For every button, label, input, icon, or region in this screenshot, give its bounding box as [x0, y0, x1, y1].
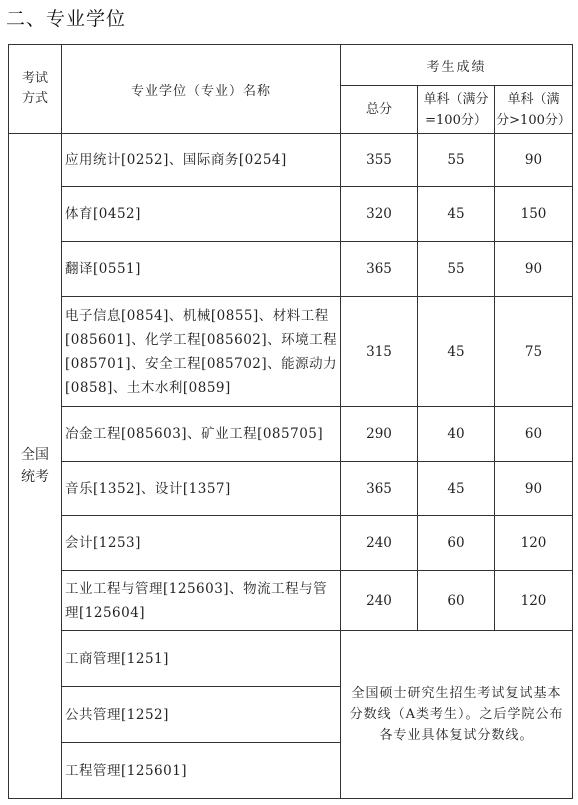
- major-name: 冶金工程[085603]、矿业工程[085705]: [62, 407, 341, 462]
- table-row: [9, 462, 573, 516]
- table-row: [9, 297, 573, 407]
- score-total: 240: [341, 571, 418, 631]
- score-single-100: 55: [418, 134, 495, 187]
- header-single-100: 单科（满分 =100分）: [418, 86, 495, 134]
- score-single-over-100: 90: [495, 242, 573, 297]
- header-exam-method: [9, 45, 62, 134]
- section-title: 二、专业学位: [6, 8, 127, 30]
- table-row: [9, 187, 573, 242]
- table-row: [9, 571, 573, 631]
- header-exam-method-line1: 考试: [21, 71, 48, 86]
- major-name: 翻译[0551]: [62, 242, 341, 297]
- score-single-100: 45: [418, 187, 495, 242]
- header-single-over-100: 单科（满 分>100分）: [495, 86, 573, 134]
- score-single-over-100: 120: [495, 571, 573, 631]
- major-name: 工业工程与管理[125603]、物流工程与管理[125604]: [62, 571, 341, 631]
- table-row: [9, 631, 573, 687]
- header-total: 总分: [341, 86, 418, 134]
- table-row: [9, 242, 573, 297]
- note-cell: 全国硕士研究生招生考试复试基本分数线（A类考生）。之后学院公布各专业具体复试分数线。: [341, 631, 573, 799]
- score-total: 355: [341, 134, 418, 187]
- score-single-100: 45: [418, 297, 495, 407]
- score-total: 365: [341, 242, 418, 297]
- major-name: 工程管理[125601]: [62, 743, 341, 799]
- score-single-100: 60: [418, 571, 495, 631]
- score-single-100: 45: [418, 462, 495, 516]
- header-exam-method-line2: 方式: [21, 91, 48, 106]
- table-row: [9, 134, 573, 187]
- score-single-over-100: 90: [495, 134, 573, 187]
- header-major-name: 专业学位（专业）名称: [62, 45, 341, 134]
- score-single-over-100: 120: [495, 516, 573, 571]
- score-total: 320: [341, 187, 418, 242]
- table-row: [9, 516, 573, 571]
- score-table: [8, 44, 573, 799]
- major-name: 工商管理[1251]: [62, 631, 341, 687]
- major-name: 体育[0452]: [62, 187, 341, 242]
- major-name: 电子信息[0854]、机械[0855]、材料工程[085601]、化学工程[085602]、环境工程[085701]、安全工程[085702]、能源动力[0858]、土木水利[0859]: [62, 297, 341, 407]
- major-name: 应用统计[0252]、国际商务[0254]: [62, 134, 341, 187]
- major-name: 音乐[1352]、设计[1357]: [62, 462, 341, 516]
- score-total: 290: [341, 407, 418, 462]
- major-name: 公共管理[1252]: [62, 687, 341, 743]
- score-total: 365: [341, 462, 418, 516]
- score-total: 240: [341, 516, 418, 571]
- score-total: 315: [341, 297, 418, 407]
- score-single-over-100: 150: [495, 187, 573, 242]
- table-row: [9, 407, 573, 462]
- major-name: 会计[1253]: [62, 516, 341, 571]
- score-single-100: 60: [418, 516, 495, 571]
- score-single-over-100: 75: [495, 297, 573, 407]
- score-single-over-100: 90: [495, 462, 573, 516]
- category-cell: 全国 统考: [9, 134, 62, 799]
- score-single-100: 40: [418, 407, 495, 462]
- header-score-group: 考生成绩: [341, 45, 573, 86]
- score-single-over-100: 60: [495, 407, 573, 462]
- score-single-100: 55: [418, 242, 495, 297]
